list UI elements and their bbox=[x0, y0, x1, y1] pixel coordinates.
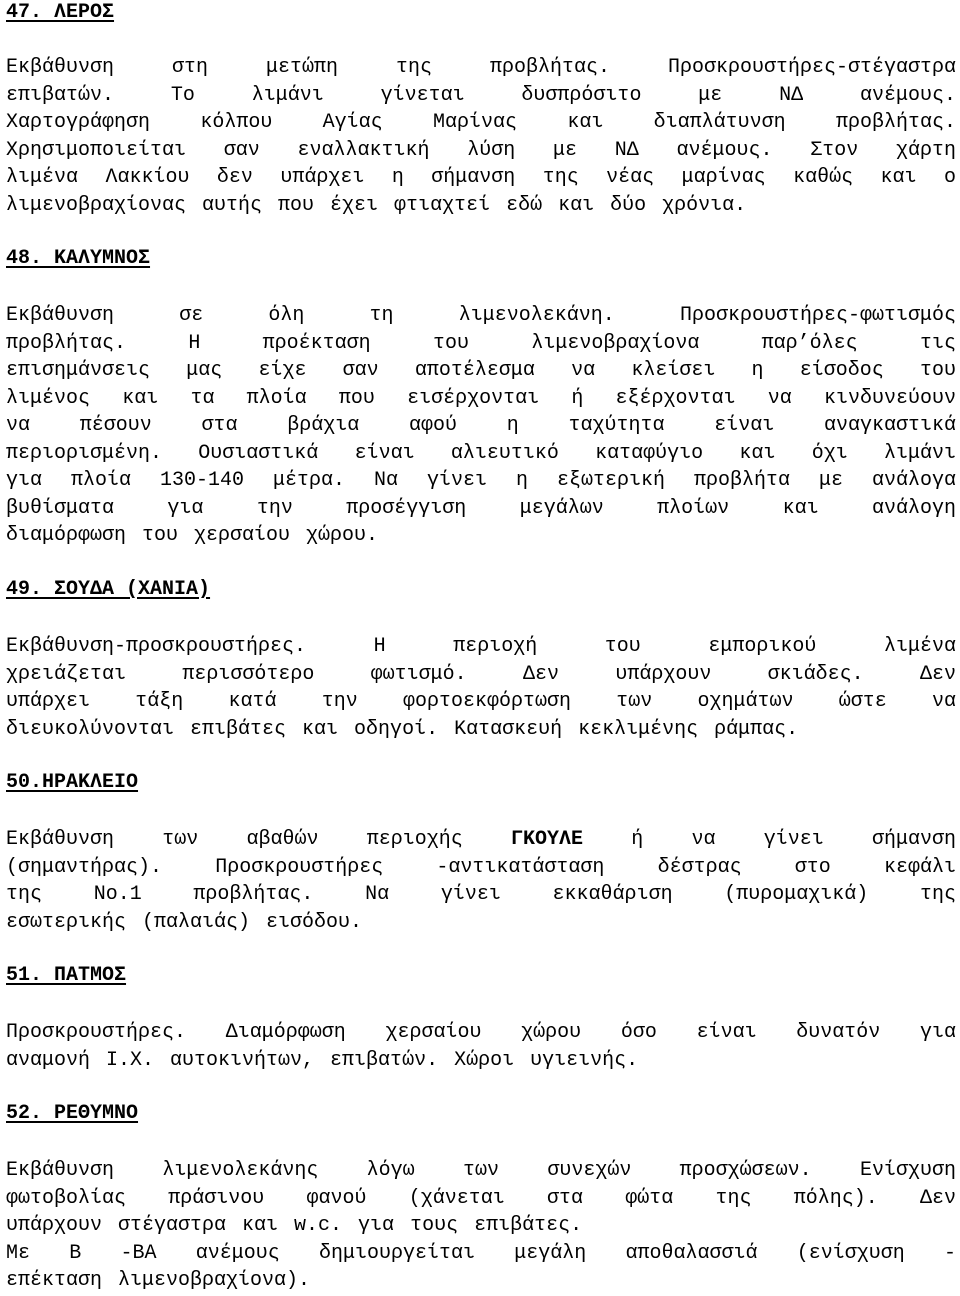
section-body bbox=[6, 54, 956, 219]
text-line: λιμένος και τα πλοία που εισέρχονται ή εξέρχονται να κινδυνεύουν bbox=[6, 386, 956, 410]
text-line: προβλήτας. Η προέκταση του λιμενοβραχίονα παρ’όλες τις bbox=[6, 331, 956, 355]
section-body bbox=[6, 1157, 956, 1295]
section-heading: 48. ΚΑΛΥΜΝΟΣ bbox=[6, 247, 151, 270]
text-line: υπάρχει τάξη κατά την φορτοεκφόρτωση των οχημάτων ώστε να bbox=[6, 690, 956, 713]
text-line: Εκβάθυνση λιμενολεκάνης λόγω των συνεχών προσχώσεων. Ενίσχυση bbox=[6, 1159, 956, 1182]
text-line: Εκβάθυνση σε όλη τη λιμενολεκάνη. Προσκρουστήρες-φωτισμός bbox=[6, 304, 956, 327]
section-heading: 49. ΣΟΥΔΑ (ΧΑΝΙΑ) bbox=[6, 578, 211, 601]
section-body bbox=[6, 826, 956, 936]
text-line: επιβατών. Το λιμάνι γίνεται δυσπρόσιτο με ΝΔ ανέμους. bbox=[6, 83, 956, 107]
text-line: Εκβάθυνση στη μετώπη της προβλήτας. Προσκρουστήρες-στέγαστρα bbox=[6, 56, 956, 79]
text-line: διαμόρφωση του χερσαίου χώρου. bbox=[6, 524, 379, 547]
section-heading: 50.ΗΡΑΚΛΕΙΟ bbox=[6, 771, 139, 794]
text-line: φωτοβολίας πράσινου φανού (χάνεται στα φώτα της πόλης). Δεν bbox=[6, 1186, 956, 1210]
text-line: Εκβάθυνση-προσκρουστήρες. Η περιοχή του εμπορικού λιμένα bbox=[6, 635, 956, 658]
text-line: της Νο.1 προβλήτας. Να γίνει εκκαθάριση (πυρομαχικά) της bbox=[6, 883, 956, 906]
text-line: Προσκρουστήρες. Διαμόρφωση χερσαίου χώρου όσο είναι δυνατόν για bbox=[6, 1021, 956, 1044]
text-line: χρειάζεται περισσότερο φωτισμό. Δεν υπάρχουν σκιάδες. Δεν bbox=[6, 662, 956, 686]
emphasized-term: ΓΚΟΥΛΕ bbox=[511, 828, 584, 851]
text-line: για πλοία 130-140 μέτρα. Να γίνει η εξωτερική προβλήτα με ανάλογα bbox=[6, 469, 956, 492]
text-line-with-emphasis: Εκβάθυνση των αβαθών περιοχής ΓΚΟΥΛΕ ή να γίνει σήμανση bbox=[6, 828, 956, 851]
section-body bbox=[6, 633, 956, 743]
text-line: υπάρχουν στέγαστρα και w.c. για τους επιβάτες. bbox=[6, 1214, 583, 1237]
text-line: λιμένα Λακκίου δεν υπάρχει η σήμανση της νέας μαρίνας καθώς και ο bbox=[6, 166, 956, 189]
text-line: εσωτερικής (παλαιάς) εισόδου. bbox=[6, 910, 363, 934]
text-line: επισημάνσεις μας είχε σαν αποτέλεσμα να κλείσει η είσοδος του bbox=[6, 359, 956, 382]
text-line: λιμενοβραχίονας αυτής που έχει φτιαχτεί εδώ και δύο χρόνια. bbox=[6, 193, 747, 217]
section-heading: 52. ΡΕΘΥΜΝΟ bbox=[6, 1102, 139, 1125]
section-heading: 47. ΛΕΡΟΣ bbox=[6, 1, 115, 24]
text-line: να πέσουν στα βράχια αφού η ταχύτητα είναι αναγκαστικά bbox=[6, 414, 956, 437]
text-line: βυθίσματα για την προσέγγιση μεγάλων πλοίων και ανάλογη bbox=[6, 496, 956, 520]
text-line: Χρησιμοποιείται σαν εναλλακτική λύση με ΝΔ ανέμους. Στον χάρτη bbox=[6, 138, 956, 162]
text-line: επέκταση λιμενοβραχίονα). bbox=[6, 1269, 311, 1292]
section-body bbox=[6, 302, 956, 550]
text-line: Με Β -ΒΑ ανέμους δημιουργείται μεγάλη αποθαλασσιά (ενίσχυση - bbox=[6, 1241, 956, 1265]
text-line: (σημαντήρας). Προσκρουστήρες -αντικατάσταση δέστρας στο κεφάλι bbox=[6, 855, 956, 879]
text-line: διευκολύνονται επιβάτες και οδηγοί. Κατασκευή κεκλιμένης ράμπας. bbox=[6, 717, 799, 741]
text-line: αναμονή Ι.Χ. αυτοκινήτων, επιβατών. Χώροι υγιεινής. bbox=[6, 1048, 639, 1072]
text-line: Χαρτογράφηση κόλπου Αγίας Μαρίνας και διαπλάτυνση προβλήτας. bbox=[6, 111, 956, 134]
text-line: περιορισμένη. Ουσιαστικά είναι αλιευτικό καταφύγιο και όχι λιμάνι bbox=[6, 441, 956, 465]
section-heading: 51. ΠΑΤΜΟΣ bbox=[6, 964, 127, 987]
section-body bbox=[6, 1019, 956, 1074]
